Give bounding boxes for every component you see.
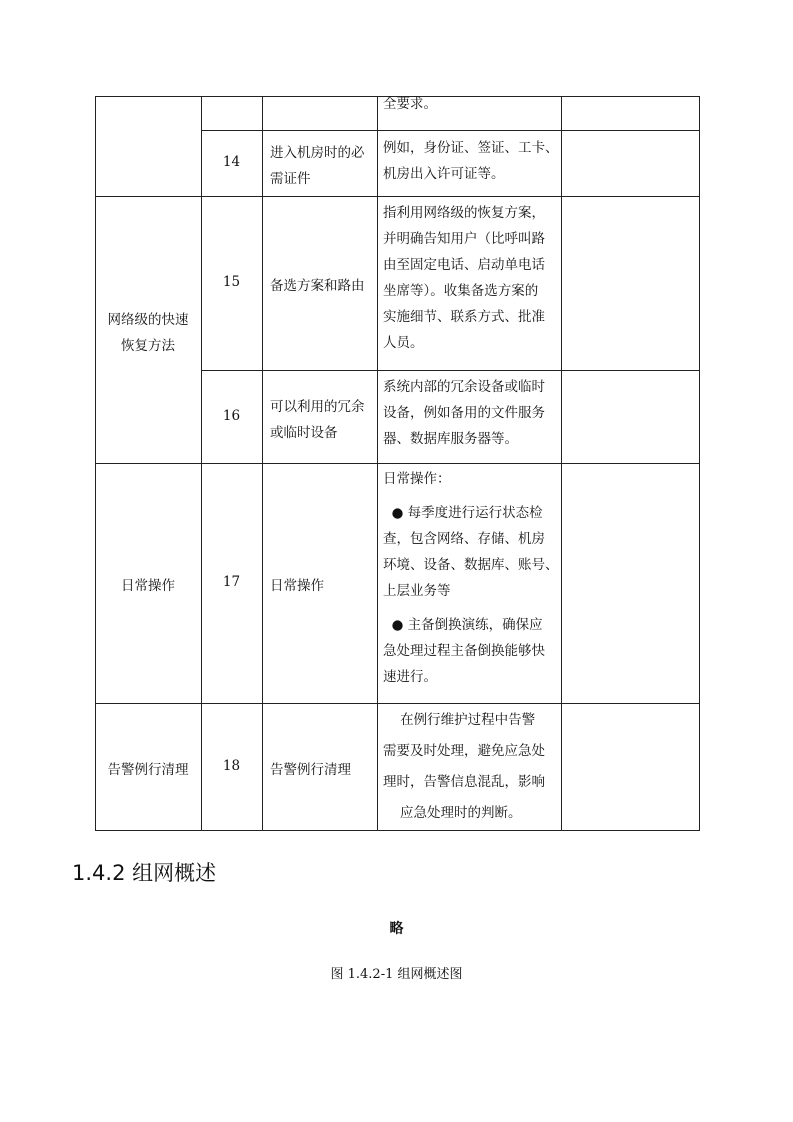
description-line: 例如，身份证、签证、工卡、 [383, 140, 559, 156]
description-line: ● 每季度进行运行状态检 [383, 505, 543, 521]
row-number: 15 [222, 274, 241, 290]
table-border [95, 463, 700, 464]
description-line: 系统内部的冗余设备或临时 [383, 379, 545, 395]
table-border [95, 96, 96, 831]
description-line: 机房出入许可证等。 [383, 166, 505, 182]
description-line: 人员。 [383, 335, 424, 351]
category-line: 告警例行清理 [107, 761, 189, 778]
item-line: 需证件 [270, 171, 311, 187]
table-border [262, 96, 263, 831]
description-line: 全要求。 [383, 96, 437, 112]
description-line: 应急处理时的判断。 [400, 805, 522, 821]
row-number: 14 [222, 154, 241, 170]
description-line: 指利用网络级的恢复方案， [383, 205, 545, 221]
row-number: 18 [222, 757, 241, 774]
row-number: 16 [222, 407, 241, 424]
table-border [95, 196, 700, 197]
category-line: 网络级的快速 [107, 311, 189, 328]
item-line: 可以利用的冗余 [270, 398, 365, 415]
item-line: 告警例行清理 [270, 761, 351, 778]
description-line: 需要及时处理，避免应急处 [383, 743, 545, 759]
table-border [201, 370, 700, 371]
description-line: 日常操作： [383, 471, 451, 487]
category-line: 恢复方法 [121, 337, 175, 354]
table-border [201, 96, 202, 831]
item-line: 日常操作 [270, 578, 324, 594]
table-border [95, 703, 700, 704]
description-line: 查，包含网络、存储、机房 [383, 531, 545, 547]
description-line: 在例行维护过程中告警 [383, 712, 536, 728]
item-line: 或临时设备 [270, 424, 338, 441]
table-border [95, 830, 700, 831]
description-line: 理时，告警信息混乱，影响 [383, 774, 545, 790]
description-line: ● 主备倒换演练，确保应 [383, 617, 543, 633]
section-heading: 1.4.2 组网概述 [72, 861, 217, 885]
category-line: 日常操作 [121, 578, 175, 594]
item-line: 进入机房时的必 [270, 145, 365, 161]
figure-placeholder-text: 略 [389, 921, 404, 937]
description-line: 器、数据库服务器等。 [383, 431, 518, 447]
description-line: 速进行。 [383, 669, 437, 685]
row-number: 17 [222, 574, 241, 590]
description-line: 急处理过程主备倒换能够快 [383, 643, 545, 659]
table-border [201, 130, 700, 131]
description-line: 上层业务等 [383, 583, 451, 599]
table-border [377, 96, 378, 831]
table-border [699, 96, 700, 831]
description-line: 由至固定电话、启动单电话 [383, 257, 545, 273]
description-line: 环境、设备、数据库、账号、 [383, 557, 559, 573]
table-border [561, 96, 562, 831]
item-line: 备选方案和路由 [270, 278, 365, 294]
description-line: 实施细节、联系方式、批准 [383, 309, 545, 325]
description-line: 设备，例如备用的文件服务 [383, 405, 545, 421]
figure-caption: 图 1.4.2-1 组网概述图 [330, 967, 463, 982]
description-line: 坐席等）。收集备选方案的 [383, 283, 539, 299]
description-line: 并明确告知用户（比呼叫路 [383, 231, 545, 247]
